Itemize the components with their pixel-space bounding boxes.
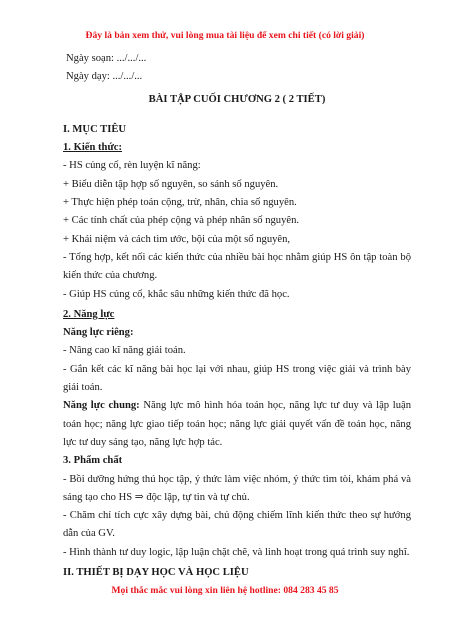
ability-general-label: Năng lực chung:	[63, 400, 140, 412]
ability-general-paragraph	[63, 397, 411, 452]
knowledge-item: - Giúp HS củng cố, khắc sâu những kiến thức đã học.	[63, 288, 290, 300]
knowledge-heading: 1. Kiến thức:	[63, 142, 123, 154]
section-equipment-heading: II. THIẾT BỊ DẠY HỌC VÀ HỌC LIỆU	[63, 567, 249, 579]
quality-item: - Chăm chỉ tích cực xây dựng bài, chủ động chiếm lĩnh kiến thức theo sự hướng dẫn của GV.	[63, 510, 411, 540]
quality-heading: 3. Phẩm chất	[63, 455, 123, 467]
knowledge-item: + Biểu diễn tập hợp số nguyên, so sánh số nguyên.	[63, 178, 279, 190]
ability-heading: 2. Năng lực	[63, 308, 115, 320]
quality-item: - Hình thành tư duy logic, lập luận chặt chẽ, và linh hoạt trong quá trình suy nghĩ.	[63, 546, 410, 558]
document-title: BÀI TẬP CUỐI CHƯƠNG 2 ( 2 TIẾT)	[148, 93, 326, 105]
ability-general-text: Năng lực mô hình hóa toán học, năng lực tư duy và lập luận toán học; năng lực giao tiếp toán học; năng lực giải quyết vấn đề toán học, năng lực tư duy sáng tạo, năng lực hợp tác.	[63, 400, 411, 448]
ability-specific-item: - Nâng cao kĩ năng giải toán.	[63, 345, 186, 357]
knowledge-item: - Tổng hợp, kết nối các kiến thức của nhiều bài học nhằm giúp HS ôn tập toàn bộ kiến thức của chương.	[63, 251, 411, 282]
preview-banner: Đây là bản xem thử, vui lòng mua tài liệu để xem chi tiết (có lời giải)	[85, 30, 365, 41]
ability-specific-heading: Năng lực riêng:	[63, 327, 134, 339]
knowledge-intro: - HS củng cố, rèn luyện kĩ năng:	[63, 160, 201, 172]
knowledge-item: + Thực hiện phép toán cộng, trừ, nhân, chia số nguyên.	[63, 197, 297, 209]
section-objectives-heading: I. MỤC TIÊU	[63, 123, 127, 135]
knowledge-item: + Khái niệm và cách tìm ước, bội của một số nguyên,	[63, 233, 291, 245]
knowledge-item: + Các tính chất của phép cộng và phép nhân số nguyên.	[63, 215, 300, 227]
document-body	[63, 50, 411, 582]
date-prepared: Ngày soạn: .../.../...	[66, 53, 147, 64]
date-taught: Ngày dạy: .../.../...	[66, 71, 143, 83]
quality-item: - Bồi dưỡng hứng thú học tập, ý thức làm việc nhóm, ý thức tìm tòi, khám phá và sáng tạo cho HS ⇒ độc lập, tự tin và tự chủ.	[63, 473, 411, 503]
hotline-banner: Mọi thắc mắc vui lòng xin liên hệ hotline: 084 283 45 85	[111, 585, 339, 596]
ability-specific-item: - Gắn kết các kĩ năng bài học lại với nhau, giúp HS trong việc giải và trình bày giải toán.	[63, 363, 411, 394]
